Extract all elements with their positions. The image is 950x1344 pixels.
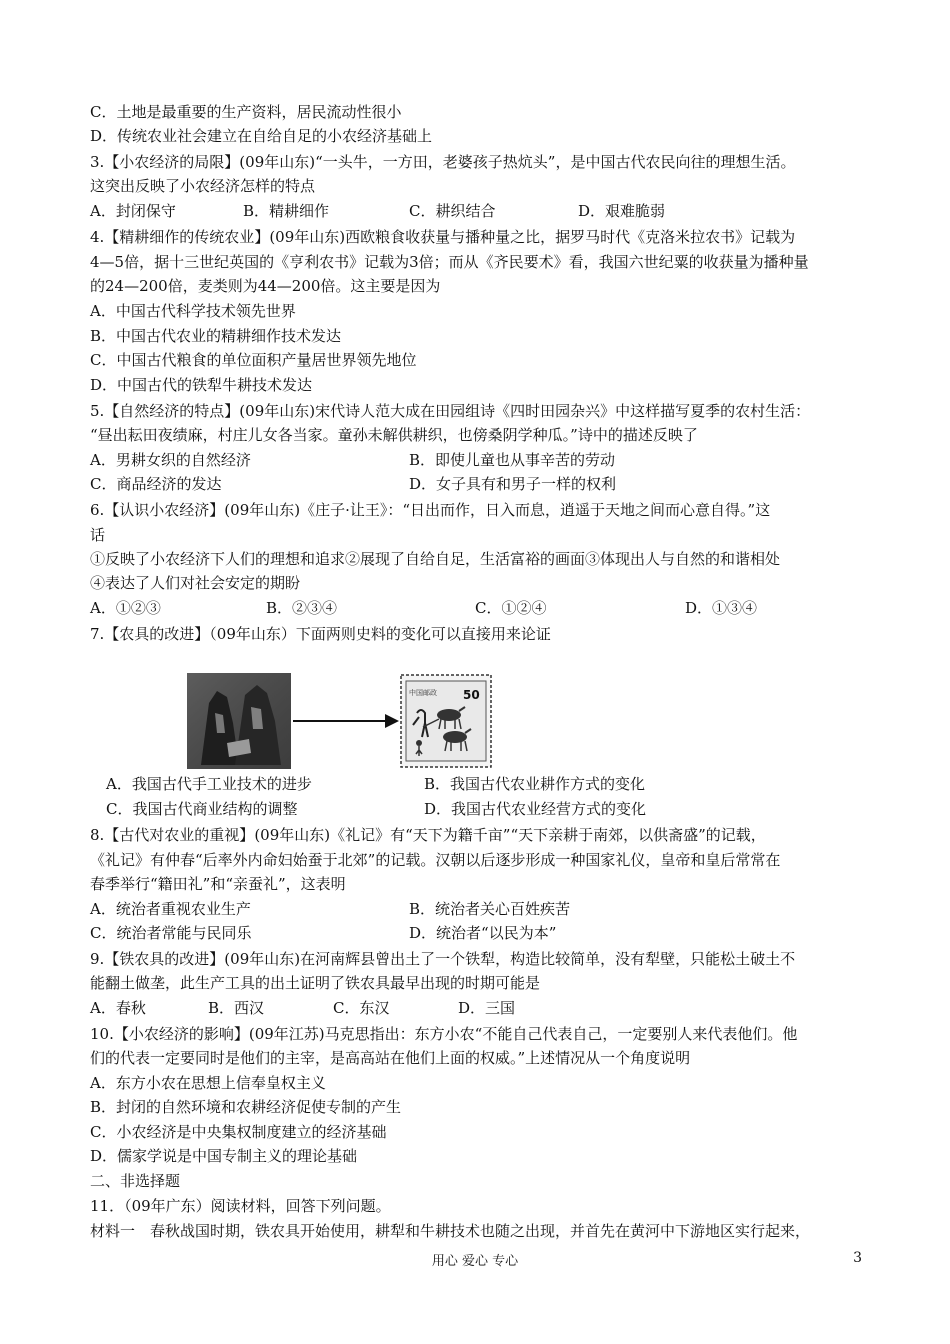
q9-option-d: D．三国: [458, 999, 516, 1017]
q5-stem-line1: 5.【自然经济的特点】(09年山东)宋代诗人范大成在田园组诗《四时田园杂兴》中这样描写夏季的农村生活：: [90, 402, 811, 420]
q9-option-a: A．春秋: [90, 999, 146, 1017]
q3-option-a: A．封闭保守: [90, 202, 176, 220]
q5-option-a: A．男耕女织的自然经济: [90, 451, 251, 469]
iron-plowshare-photo: [187, 673, 291, 769]
q3-option-b: B．精耕细作: [243, 202, 330, 220]
q7-stem: 7.【农具的改进】（09年山东）下面两则史料的变化可以直接用来论证: [90, 625, 551, 643]
q8-stem-line1: 8.【古代对农业的重视】(09年山东)《礼记》有“天下为籍千亩”“天下亲耕于南郊，以供斋盛”的记载，: [90, 826, 766, 844]
q3-stem-line2: 这突出反映了小农经济怎样的特点: [90, 177, 316, 195]
page-footer-motto: 用心 爱心 专心: [431, 1254, 519, 1269]
q10-option-d: D．儒家学说是中国专制主义的理论基础: [90, 1147, 358, 1165]
q4-stem-line2: 4—5倍，据十三世纪英国的《亨利农书》记载为3倍；而从《齐民要术》看，我国六世纪粟的收获量为播种量: [90, 253, 809, 271]
q6-option-a: A．①②③: [90, 599, 161, 617]
q7-figure: [187, 673, 507, 769]
q8-option-d: D．统治者“以民为本”: [409, 924, 557, 942]
q6-option-d: D．①③④: [685, 599, 758, 617]
q6-option-c: C．①②④: [475, 599, 547, 617]
q6-stem-line3: ①反映了小农经济下人们的理想和追求②展现了自给自足，生活富裕的画面③体现出人与自然的和谐相处: [90, 550, 781, 568]
q8-option-b: B．统治者关心百姓疾苦: [409, 900, 571, 918]
page-number: 3: [853, 1250, 862, 1266]
q4-option-d: D．中国古代的铁犁牛耕技术发达: [90, 376, 313, 394]
q10-option-b: B．封闭的自然环境和农耕经济促使专制的产生: [90, 1098, 402, 1116]
stamp-value-label: 50: [463, 688, 480, 702]
q6-stem-line2: 话: [90, 526, 106, 544]
q10-stem-line1: 10.【小农经济的影响】(09年江苏)马克思指出：东方小农“不能自己代表自己，一定要别人来代表他们。他: [90, 1025, 798, 1043]
q11-material-1: 材料一 春秋战国时期，铁农具开始使用，耕犁和牛耕技术也随之出现，并首先在黄河中下游地区实行起来，: [90, 1222, 811, 1240]
ox-plowing-stamp: [401, 675, 491, 767]
q4-option-a: A．中国古代科学技术领先世界: [90, 302, 296, 320]
q4-stem-line1: 4.【精耕细作的传统农业】(09年山东)西欧粮食收获量与播种量之比，据罗马时代《克洛米拉农书》记载为: [90, 228, 796, 246]
q11-stem: 11．（09年广东）阅读材料，回答下列问题。: [90, 1197, 391, 1215]
q9-option-b: B．西汉: [208, 999, 265, 1017]
q4-stem-line3: 的24—200倍，麦类则为44—200倍。这主要是因为: [90, 277, 441, 295]
q4-option-b: B．中国古代农业的精耕细作技术发达: [90, 327, 342, 345]
q7-option-a: A．我国古代手工业技术的进步: [106, 775, 312, 793]
q10-option-a: A．东方小农在思想上信奉皇权主义: [90, 1074, 326, 1092]
q7-option-d: D．我国古代农业经营方式的变化: [424, 800, 647, 818]
right-arrow-icon: [293, 714, 399, 728]
q3-option-c: C．耕织结合: [409, 202, 496, 220]
q4-option-c: C．中国古代粮食的单位面积产量居世界领先地位: [90, 351, 417, 369]
q10-stem-line2: 们的代表一定要同时是他们的主宰，是高高站在他们上面的权威。”上述情况从一个角度说明: [90, 1049, 691, 1067]
q2-option-c: C．土地是最重要的生产资料，居民流动性很小: [90, 103, 402, 121]
q5-option-d: D．女子具有和男子一样的权利: [409, 475, 617, 493]
q6-stem-line4: ④表达了人们对社会安定的期盼: [90, 574, 301, 592]
stamp-country-label: 中国邮政: [409, 689, 437, 697]
q7-option-c: C．我国古代商业结构的调整: [106, 800, 298, 818]
q8-stem-line3: 春季举行“籍田礼”和“亲蚕礼”，这表明: [90, 875, 346, 893]
q7-figure-svg: [187, 673, 507, 769]
q5-stem-line2: “昼出耘田夜绩麻，村庄儿女各当家。童孙未解供耕织，也傍桑阴学种瓜。”诗中的描述反映了: [90, 426, 698, 444]
q8-option-c: C．统治者常能与民同乐: [90, 924, 252, 942]
q7-option-b: B．我国古代农业耕作方式的变化: [424, 775, 646, 793]
q6-stem-line1: 6.【认识小农经济】(09年山东)《庄子·让王》：“日出而作，日入而息，逍遥于天地之间而心意自得。”这: [90, 501, 771, 519]
q10-option-c: C．小农经济是中央集权制度建立的经济基础: [90, 1123, 387, 1141]
q6-option-b: B．②③④: [266, 599, 338, 617]
q3-option-d: D．艰难脆弱: [578, 202, 666, 220]
section-heading: 二、非选择题: [90, 1172, 181, 1190]
q8-option-a: A．统治者重视农业生产: [90, 900, 251, 918]
q3-stem-line1: 3.【小农经济的局限】(09年山东)“一头牛，一方田，老婆孩子热炕头”，是中国古代农民向往的理想生活。: [90, 153, 796, 171]
q9-stem-line2: 能翻土做垄，此生产工具的出土证明了铁农具最早出现的时期可能是: [90, 974, 541, 992]
q5-option-c: C．商品经济的发达: [90, 475, 222, 493]
q9-option-c: C．东汉: [333, 999, 390, 1017]
q2-option-d: D．传统农业社会建立在自给自足的小农经济基础上: [90, 127, 433, 145]
q9-stem-line1: 9.【铁农具的改进】(09年山东)在河南辉县曾出土了一个铁犁，构造比较简单，没有犁壁，只能松土破土不: [90, 950, 796, 968]
q5-option-b: B．即使儿童也从事辛苦的劳动: [409, 451, 616, 469]
q8-stem-line2: 《礼记》有仲春“后率外内命妇始蚕于北郊”的记载。汉朝以后逐步形成一种国家礼仪，皇帝和皇后常常在: [90, 851, 781, 869]
